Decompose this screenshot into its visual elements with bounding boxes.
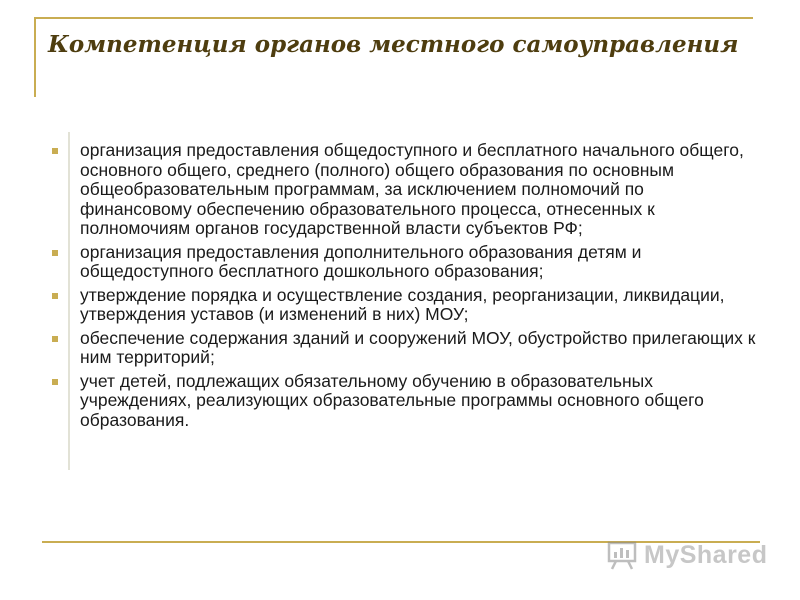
- bullet-text: организация предоставления общедоступного и бесплатного начального общего, основного общего, среднего (полного) общего образования по основным общеобразовательным программам, за исключением полномочий по финансовому обеспечению образовательного процесса, отнесенных к полномочиям органов государственной власти субъектов РФ;: [80, 140, 744, 238]
- bullet-item: [52, 141, 757, 239]
- watermark-text: MyShared: [644, 540, 768, 569]
- square-bullet-icon: [52, 148, 58, 154]
- frame-left-line: [34, 17, 36, 97]
- bullet-item: [52, 372, 757, 431]
- square-bullet-icon: [52, 336, 58, 342]
- watermark: [606, 537, 767, 573]
- presentation-board-icon: [606, 539, 638, 571]
- bullet-list: [52, 141, 757, 434]
- square-bullet-icon: [52, 379, 58, 385]
- bullet-text: обеспечение содержания зданий и сооружений МОУ, обустройство прилегающих к ним территорий;: [80, 327, 756, 367]
- square-bullet-icon: [52, 293, 58, 299]
- bullet-text: утверждение порядка и осуществление создания, реорганизации, ликвидации, утверждения уставов (и изменений в них) МОУ;: [80, 284, 725, 324]
- slide-title: Компетенция органов местного самоуправления: [48, 31, 739, 58]
- bullet-item: [52, 329, 757, 368]
- bullet-text: организация предоставления дополнительного образования детям и общедоступного бесплатного дошкольного образования;: [80, 241, 642, 281]
- square-bullet-icon: [52, 250, 58, 256]
- frame-top-line: [34, 17, 753, 19]
- bullet-text: учет детей, подлежащих обязательному обучению в образовательных учреждениях, реализующих образовательные программы основного общего образования.: [80, 370, 704, 430]
- bullet-item: [52, 243, 757, 282]
- bullet-item: [52, 286, 757, 325]
